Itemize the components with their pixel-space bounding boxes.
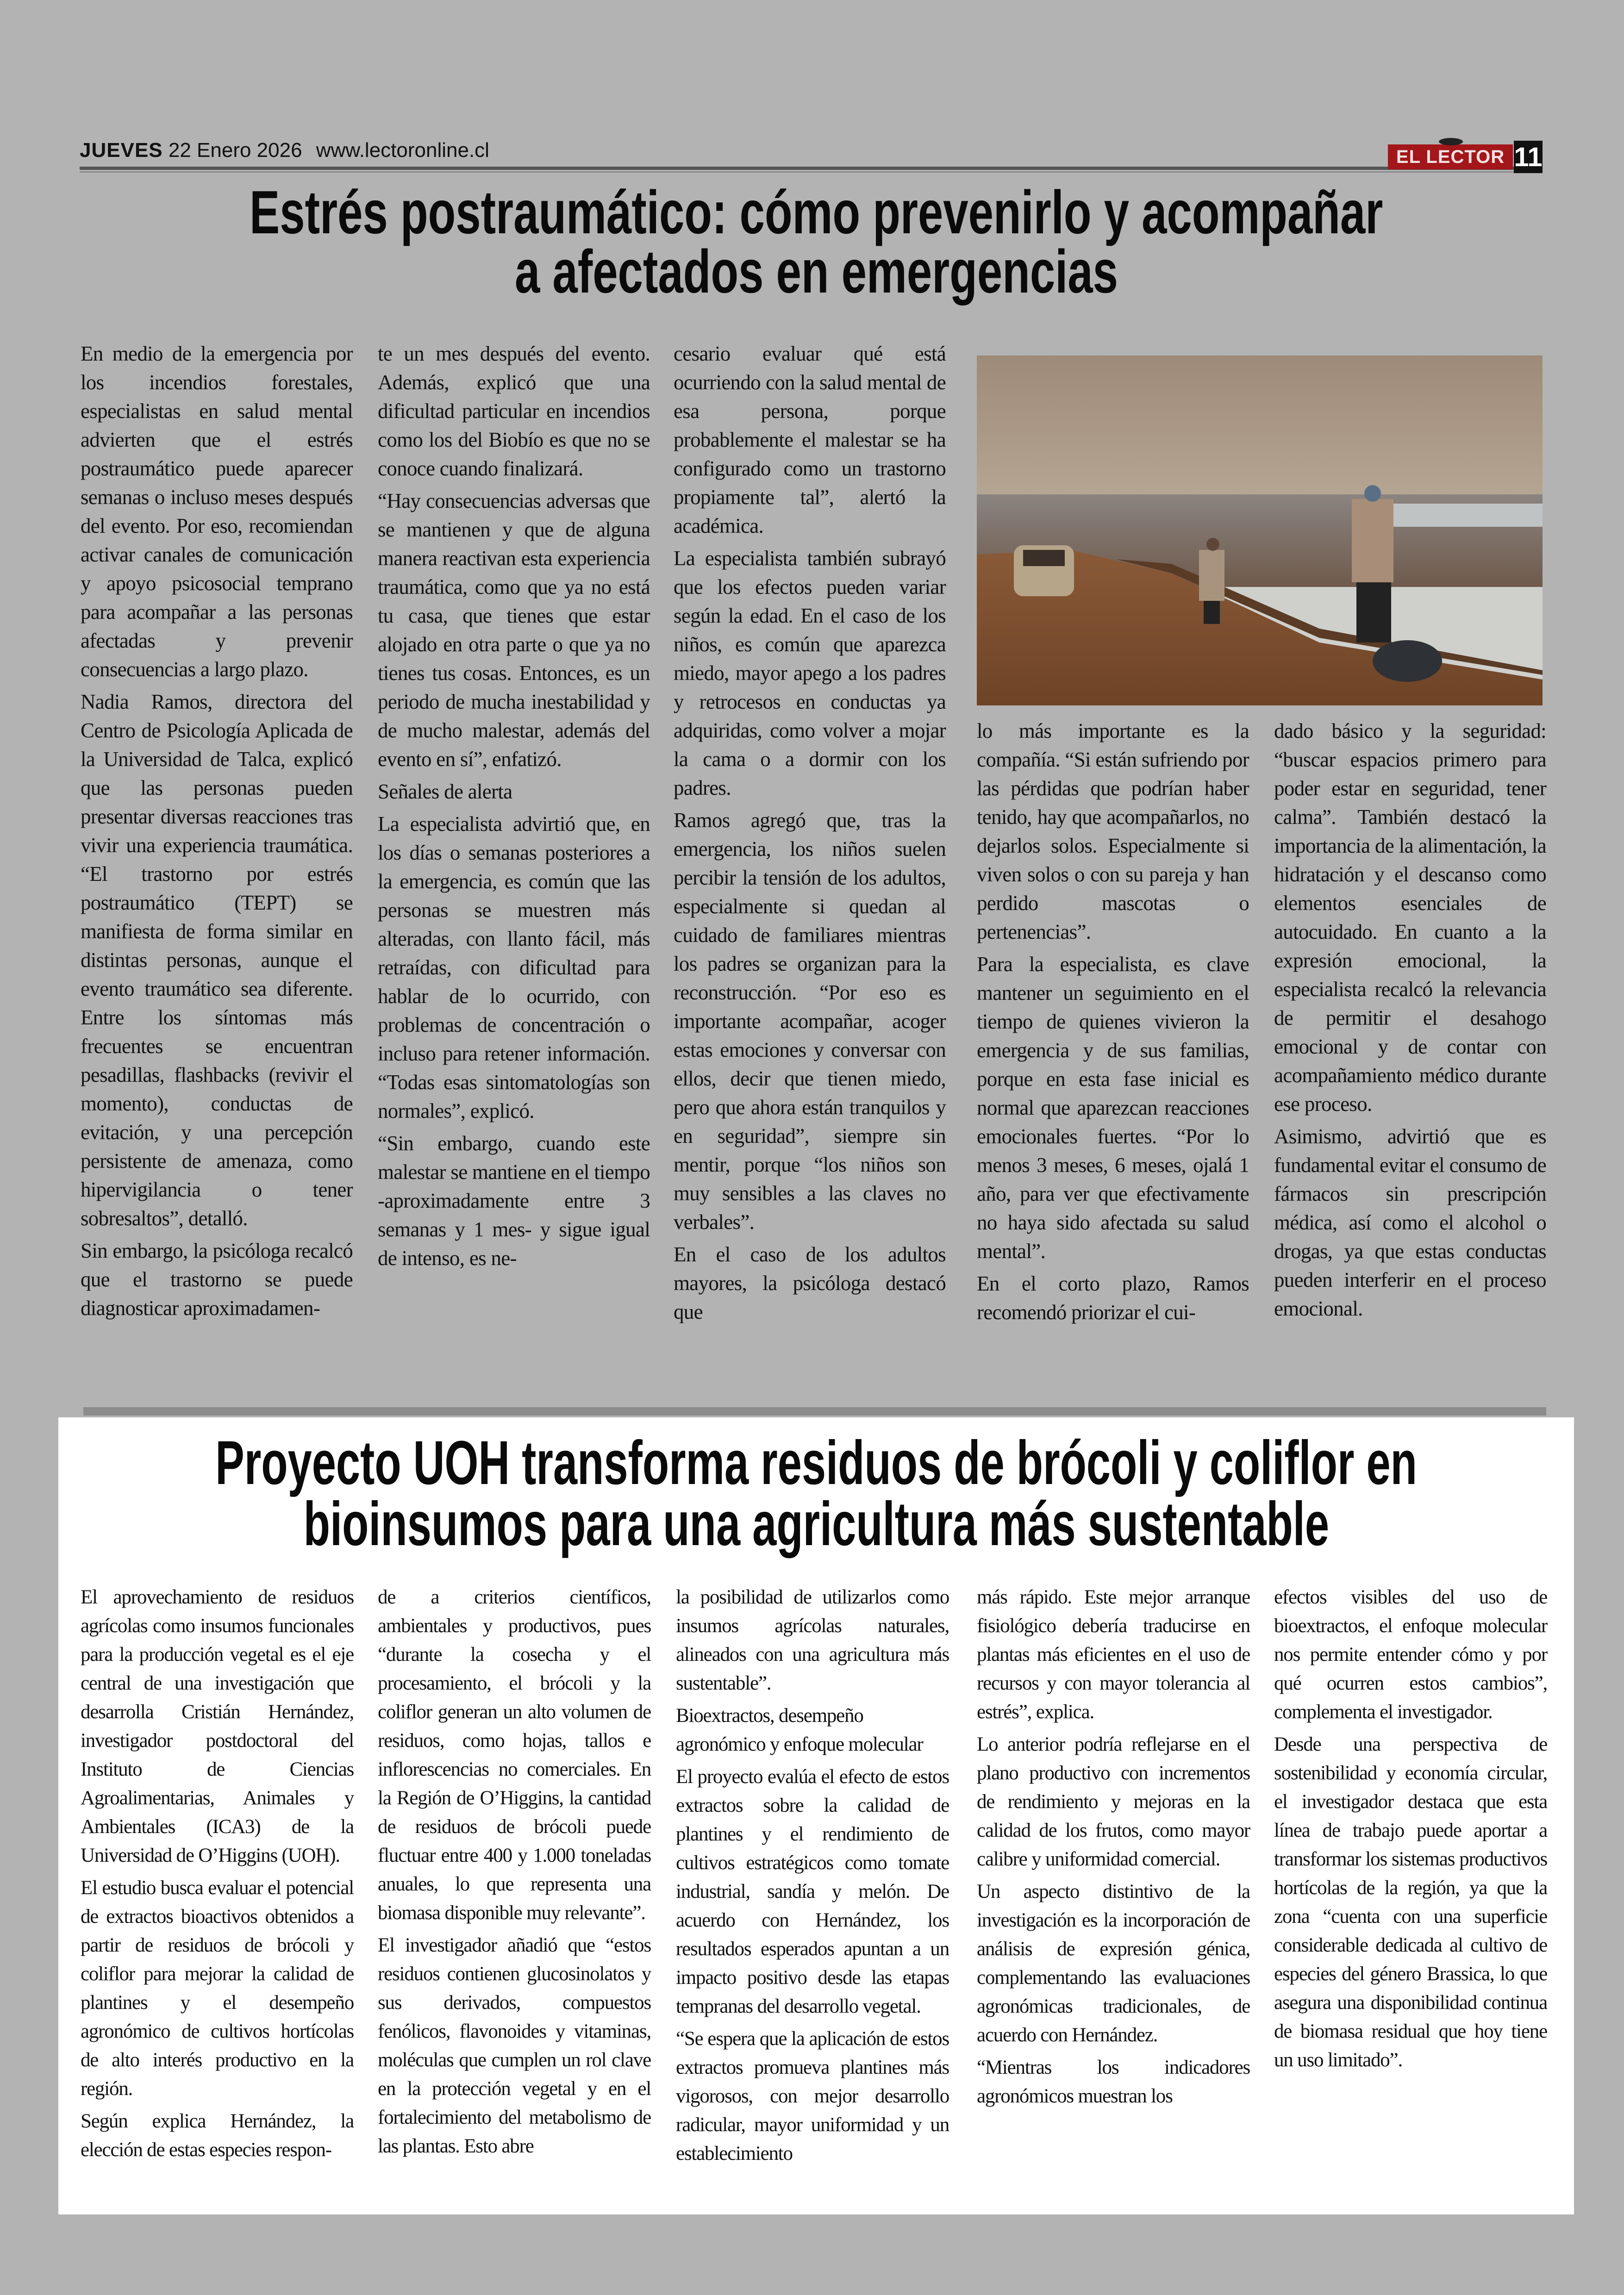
headline-line: bioinsumos para una agricultura más sustentable xyxy=(303,1490,1329,1559)
text-column xyxy=(1274,717,1546,1327)
paragraph: El estudio busca evaluar el potencial de extractos bioactivos obtenidos a partir de residuos de brócoli y coliflor para mejorar la calidad de plantines y el desempeño agronómico de cultivos hortícolas de alto interés productivo en la región. xyxy=(81,1877,354,2100)
paragraph: te un mes después del evento. Además, explicó que una dificultad particular en incendios como los del Biobío es que no se conoce cuando finalizará. xyxy=(378,342,650,480)
paragraph: “Hay consecuencias adversas que se mantienen y que de alguna manera reactivan esta experiencia traumática, como que ya no está tu casa, que tienes que estar alojado en otra parte o que ya no tienes tus cosas. Entonces, es un periodo de mucha inestabilidad y de mucho malestar, además del evento en sí”, enfatizó. xyxy=(378,489,650,771)
text-column xyxy=(378,1583,651,2164)
weekday: JUEVES xyxy=(80,139,163,162)
article2-headline xyxy=(58,1428,1574,1559)
paragraph: La especialista advirtió que, en los días o semanas posteriores a la emergencia, es común que las personas se muestren más alteradas, con llanto fácil, más retraídas, con dificultad para hablar de lo ocurrido, con problemas de concentración o incluso para retener información. “Todas esas sintomatologías son normales”, explicó. xyxy=(378,812,650,1123)
paragraph: El aprovechamiento de residuos agrícolas como insumos funcionales para la producción vegetal es el eje central de una investigación que desarrolla Cristián Hernández, investigador postdoctoral del Instituto de Ciencias Agroalimentarias, Animales y Ambientales (ICA3) de la Universidad de O’Higgins (UOH). xyxy=(81,1586,354,1866)
headline-line: Proyecto UOH transforma residuos de brócoli y coliflor en xyxy=(215,1428,1417,1497)
paragraph: de a criterios científicos, ambientales y productivos, pues “durante la cosecha y el procesamiento, el brócoli y la coliflor generan un alto volumen de residuos, como hojas, tallos e inflorescencias no comerciales. En la Región de O’Higgins, la cantidad de residuos de brócoli puede fluctuar entre 400 y 1.000 toneladas anuales, lo que representa una biomasa disponible muy relevante”. xyxy=(378,1586,651,1924)
paragraph: Un aspecto distintivo de la investigación es la incorporación de análisis de expresión génica, complementando las evaluaciones agronómicas tradicionales, de acuerdo con Hernández. xyxy=(977,1881,1250,2046)
text-column xyxy=(81,1583,354,2168)
paragraph: Sin embargo, la psicóloga recalcó que el trastorno se puede diagnosticar aproximadamen- xyxy=(81,1239,353,1320)
text-column xyxy=(977,717,1249,1330)
paragraph: En el caso de los adultos mayores, la psicóloga destacó que xyxy=(674,1243,946,1323)
paragraph: Según explica Hernández, la elección de estas especies respon- xyxy=(81,2110,354,2161)
article1-headline xyxy=(58,178,1574,306)
text-column xyxy=(1274,1583,1547,2078)
headline-line: Estrés postraumático: cómo prevenirlo y acompañar xyxy=(249,178,1383,246)
text-column xyxy=(378,339,650,1276)
paragraph: la posibilidad de utilizarlos como insumos agrícolas naturales, alineados con una agricultura más sustentable”. xyxy=(676,1586,949,1694)
headline-line: a afectados en emergencias xyxy=(514,237,1118,306)
subheading: Señales de alerta xyxy=(378,780,512,803)
paragraph: “Sin embargo, cuando este malestar se mantiene en el tiempo -aproximadamente entre 3 semanas y 1 mes- y sigue igual de intenso, es ne- xyxy=(378,1132,650,1270)
el-lector-logo: EL LECTOR xyxy=(1388,144,1513,169)
paragraph: El investigador añadió que “estos residuos contienen glucosinolatos y sus derivados, compuestos fenólicos, flavonoides y vitaminas, moléculas que cumplen un rol clave en la protección vegetal y en el fortalecimiento del metabolismo de las plantas. Esto abre xyxy=(378,1934,651,2157)
page-number: 11 xyxy=(1514,141,1543,173)
text-column xyxy=(674,339,946,1330)
paragraph: En medio de la emergencia por los incendios forestales, especialistas en salud mental advierten que el estrés postraumático puede aparecer semanas o incluso meses después del evento. Por eso, recomiendan activar canales de comunicación y apoyo psicosocial temprano para acompañar a las personas afectadas y prevenir consecuencias a largo plazo. xyxy=(81,342,353,681)
text-column xyxy=(676,1583,949,2172)
text-column xyxy=(81,339,353,1326)
paragraph: Ramos agregó que, tras la emergencia, los niños suelen percibir la tensión de los adultos, especialmente si quedan al cuidado de familiares mientras los padres se organizan para la reconstrucción. “Por eso es importante acompañar, acoger estas emociones y conversar con ellos, decir que tienen miedo, pero que ahora están tranquilos y en seguridad”, siempre sin mentir, porque “los niños son muy sensibles a las claves no verbales”. xyxy=(674,809,946,1234)
paragraph: más rápido. Este mejor arranque fisiológico debería traducirse en plantas más eficientes en el uso de recursos y con mayor tolerancia al estrés”, explica. xyxy=(977,1586,1250,1723)
date: 22 Enero 2026 xyxy=(168,139,302,162)
section-divider xyxy=(83,1407,1546,1416)
paragraph: cesario evaluar qué está ocurriendo con la salud mental de esa persona, porque probablemente el malestar se ha configurado como un trastorno propiamente tal”, alertó la académica. xyxy=(674,342,946,537)
paragraph: La especialista también subrayó que los efectos pueden variar según la edad. En el caso de los niños, es común que aparezca miedo, mayor apego a los padres y retrocesos en conductas ya adquiridas, como volver a mojar la cama o a dormir con los padres. xyxy=(674,547,946,799)
paragraph: efectos visibles del uso de bioextractos, el enfoque molecular nos permite entender cómo y por qué ocurren estos cambios”, complementa el investigador. xyxy=(1274,1586,1547,1723)
text-column xyxy=(977,1583,1250,2114)
paragraph: Asimismo, advirtió que es fundamental evitar el consumo de fármacos sin prescripción médica, así como el alcohol o drogas, ya que estas conductas pueden interferir en el proceso emocional. xyxy=(1274,1125,1546,1320)
header-rule xyxy=(80,167,1515,170)
paragraph: Nadia Ramos, directora del Centro de Psicología Aplicada de la Universidad de Talca, explicó que las personas pueden presentar diversas reacciones tras vivir una experiencia traumática. “El trastorno por estrés postraumático (TEPT) se manifiesta de forma similar en distintas personas, aunque el evento traumático sea diferente. Entre los síntomas más frecuentes se encuentran pesadillas, flashbacks (revivir el momento), conductas de evitación, y una percepción persistente de amenaza, como hipervigilancia o tener sobresaltos”, detalló. xyxy=(81,690,353,1230)
paragraph: Lo anterior podría reflejarse en el plano productivo con incrementos de rendimiento y mejoras en la calidad de los frutos, como mayor calibre y uniformidad comercial. xyxy=(977,1734,1250,1870)
wildfire-photo xyxy=(977,355,1543,705)
paragraph: lo más importante es la compañía. “Si están sufriendo por las pérdidas que podrían haber tenido, hay que acompañarlos, no dejarlos solos. Especialmente si viven solos o con su pareja y han perdido mascotas o pertenencias”. xyxy=(977,719,1249,943)
paragraph: “Mientras los indicadores agronómicos muestran los xyxy=(977,2057,1250,2107)
page-header xyxy=(80,139,498,162)
paragraph: El proyecto evalúa el efecto de estos extractos sobre la calidad de plantines y el rendimiento de cultivos estratégicos como tomate industrial, sandía y melón. De acuerdo con Hernández, los resultados esperados apuntan a un impacto positivo desde las etapas tempranas del desarrollo vegetal. xyxy=(676,1766,949,2017)
paragraph: Desde una perspectiva de sostenibilidad y economía circular, el investigador destaca que esta línea de trabajo puede aportar a transformar los sistemas productivos hortícolas de la región, ya que la zona “cuenta con una superficie considerable dedicada al cultivo de especies del género Brassica, lo que asegura una disponibilidad continua de biomasa residual que hoy tiene un uso limitado”. xyxy=(1274,1734,1547,2071)
paragraph: En el corto plazo, Ramos recomendó priorizar el cui- xyxy=(977,1272,1249,1324)
paragraph: “Se espera que la aplicación de estos extractos promueva plantines más vigorosos, con mejor desarrollo radicular, mayor uniformidad y un establecimiento xyxy=(676,2028,949,2164)
header-rule-shadow xyxy=(80,171,1515,173)
website: www.lectoronline.cl xyxy=(316,139,489,162)
subheading: Bioextractos, desempeño agronómico y enfoque molecular xyxy=(676,1705,923,1755)
paragraph: Para la especialista, es clave mantener un seguimiento en el tiempo de quienes vivieron la emergencia y de sus familias, porque en esta fase inicial es normal que aparezcan reacciones emocionales fuertes. “Por lo menos 3 meses, 6 meses, ojalá 1 año, para ver que efectivamente no haya sido afectada su salud mental”. xyxy=(977,953,1249,1263)
paragraph: dado básico y la seguridad: “buscar espacios primero para poder estar en seguridad, tener calma”. También destacó la importancia de la alimentación, la hidratación y el descanso como elementos esenciales de autocuidado. En cuanto a la expresión emocional, la especialista recalcó la relevancia de permitir el desahogo emocional y de contar con acompañamiento médico durante ese proceso. xyxy=(1274,719,1546,1116)
